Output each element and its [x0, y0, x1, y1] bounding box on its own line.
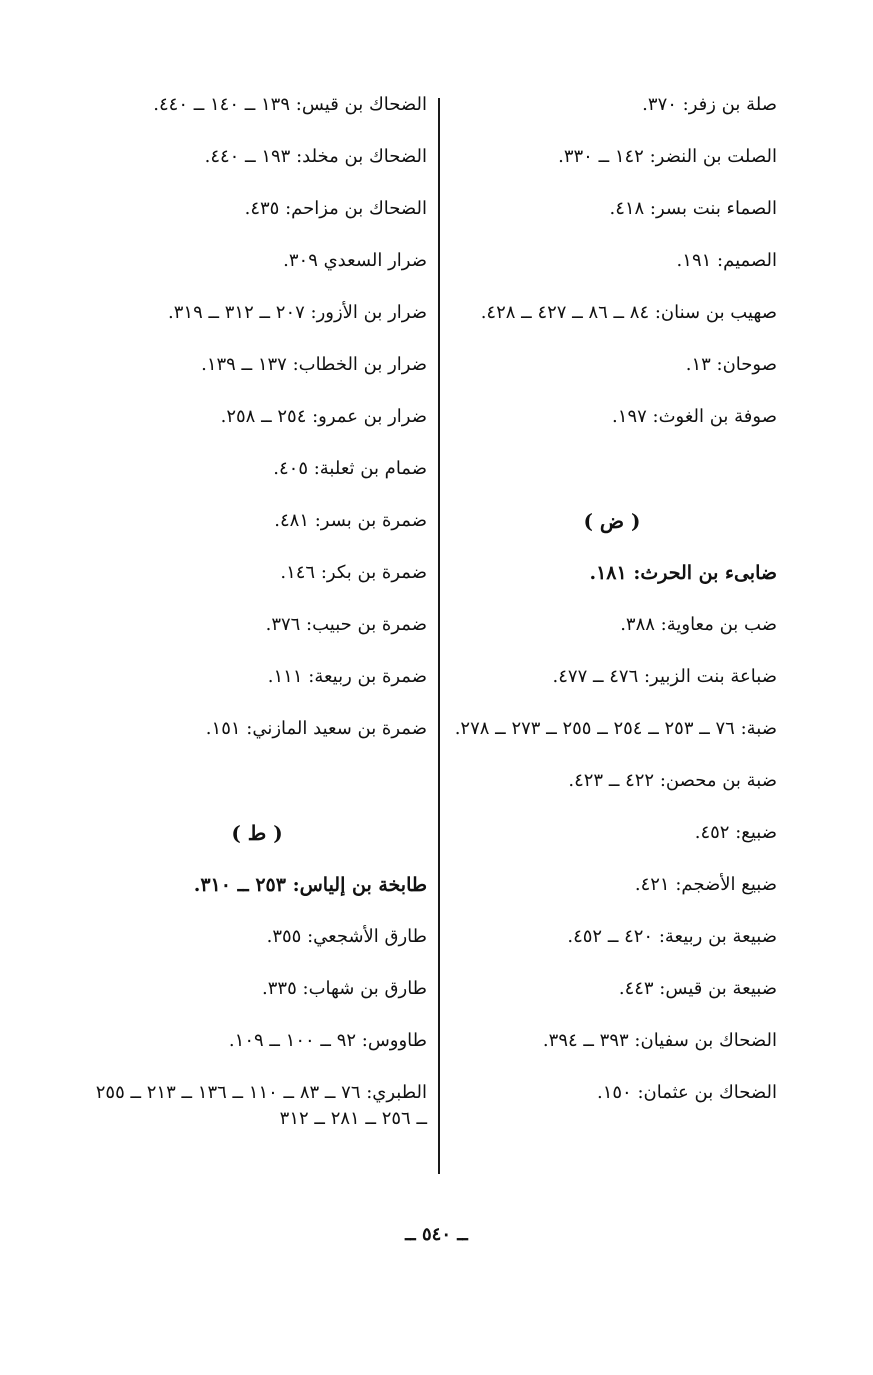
index-entry-bold: طابخة بن إلياس: ٢٥٣ ــ ٣١٠. [193, 874, 427, 896]
index-entry: الطبري: ٧٦ ــ ٨٣ ــ ١١٠ ــ ١٣٦ ــ ٢١٣ ــ ٢٥٥ ــ ٢٥٦ ــ ٢٨١ ــ ٣١٢ [95, 1082, 427, 1129]
section-gap [87, 768, 427, 794]
index-entry: ضباعة بنت الزبير: ٤٧٦ ــ ٤٧٧. [552, 666, 777, 687]
index-entry: ضبيعة بن قيس: ٤٤٣. [618, 978, 777, 999]
index-entry: طاووس: ٩٢ ــ ١٠٠ ــ ١٠٩. [228, 1030, 427, 1051]
index-entry: ضمرة بن بسر: ٤٨١. [274, 510, 427, 531]
index-entry: ضب بن معاوية: ٣٨٨. [620, 614, 777, 635]
index-entry: الضحاك بن مزاحم: ٤٣٥. [244, 198, 427, 219]
page-number: ــ ٥٤٠ ــ [405, 1224, 468, 1245]
index-entry: ضبة بن محصن: ٤٢٢ ــ ٤٢٣. [568, 770, 777, 791]
index-entry: الصلت بن النضر: ١٤٢ ــ ٣٣٠. [558, 146, 777, 167]
index-entry-bold: ضابىء بن الحرث: ١٨١. [589, 562, 777, 584]
index-entry: ضمرة بن بكر: ١٤٦. [280, 562, 427, 583]
index-column-right [447, 92, 777, 1132]
index-entry: الضحاك بن مخلد: ١٩٣ ــ ٤٤٠. [204, 146, 427, 167]
index-entry: ضمام بن ثعلبة: ٤٠٥. [273, 458, 427, 479]
index-entry: ضرار بن عمرو: ٢٥٤ ــ ٢٥٨. [220, 406, 427, 427]
index-entry: ضبيع: ٤٥٢. [694, 822, 777, 843]
index-entry: ضبيع الأضجم: ٤٢١. [634, 874, 777, 895]
index-entry: ضبة: ٧٦ ــ ٢٥٣ ــ ٢٥٤ ــ ٢٥٥ ــ ٢٧٣ ــ ٢٧٨. [454, 718, 777, 739]
index-entry: طارق الأشجعي: ٣٥٥. [266, 926, 427, 947]
entries-ta [87, 924, 427, 1132]
section-gap [447, 456, 777, 482]
index-entry: ضرار السعدي ٣٠٩. [283, 250, 427, 271]
index-entry: صوفة بن الغوث: ١٩٧. [612, 406, 777, 427]
entries-dad [447, 612, 777, 1106]
section-heading-dad: ( ض ) [583, 509, 641, 533]
index-entry: صهيب بن سنان: ٨٤ ــ ٨٦ ــ ٤٢٧ ــ ٤٢٨. [480, 302, 777, 323]
index-entry: صلة بن زفر: ٣٧٠. [642, 94, 777, 115]
index-entry: ضمرة بن حبيب: ٣٧٦. [265, 614, 427, 635]
index-column-left [87, 92, 427, 1158]
index-entry: الضحاك بن سفيان: ٣٩٣ ــ ٣٩٤. [542, 1030, 777, 1051]
entries-sad-end [447, 92, 777, 430]
index-entry: الضحاك بن عثمان: ١٥٠. [596, 1082, 777, 1103]
index-entry: الصماء بنت بسر: ٤١٨. [609, 198, 777, 219]
index-entry: ضمرة بن ربيعة: ١١١. [267, 666, 427, 687]
index-entry: الضحاك بن قيس: ١٣٩ ــ ١٤٠ ــ ٤٤٠. [153, 94, 427, 115]
index-entry: الصميم: ١٩١. [676, 250, 777, 271]
index-entry: ضرار بن الأزور: ٢٠٧ ــ ٣١٢ ــ ٣١٩. [168, 302, 427, 323]
section-heading-ta: ( ط ) [231, 821, 283, 845]
column-divider [438, 98, 440, 1174]
index-entry: ضمرة بن سعيد المازني: ١٥١. [205, 718, 427, 739]
entries-dad-continued [87, 92, 427, 742]
index-entry: طارق بن شهاب: ٣٣٥. [262, 978, 427, 999]
index-entry: صوحان: ١٣. [685, 354, 777, 375]
index-entry: ضرار بن الخطاب: ١٣٧ ــ ١٣٩. [201, 354, 427, 375]
index-entry: ضبيعة بن ربيعة: ٤٢٠ ــ ٤٥٢. [567, 926, 777, 947]
